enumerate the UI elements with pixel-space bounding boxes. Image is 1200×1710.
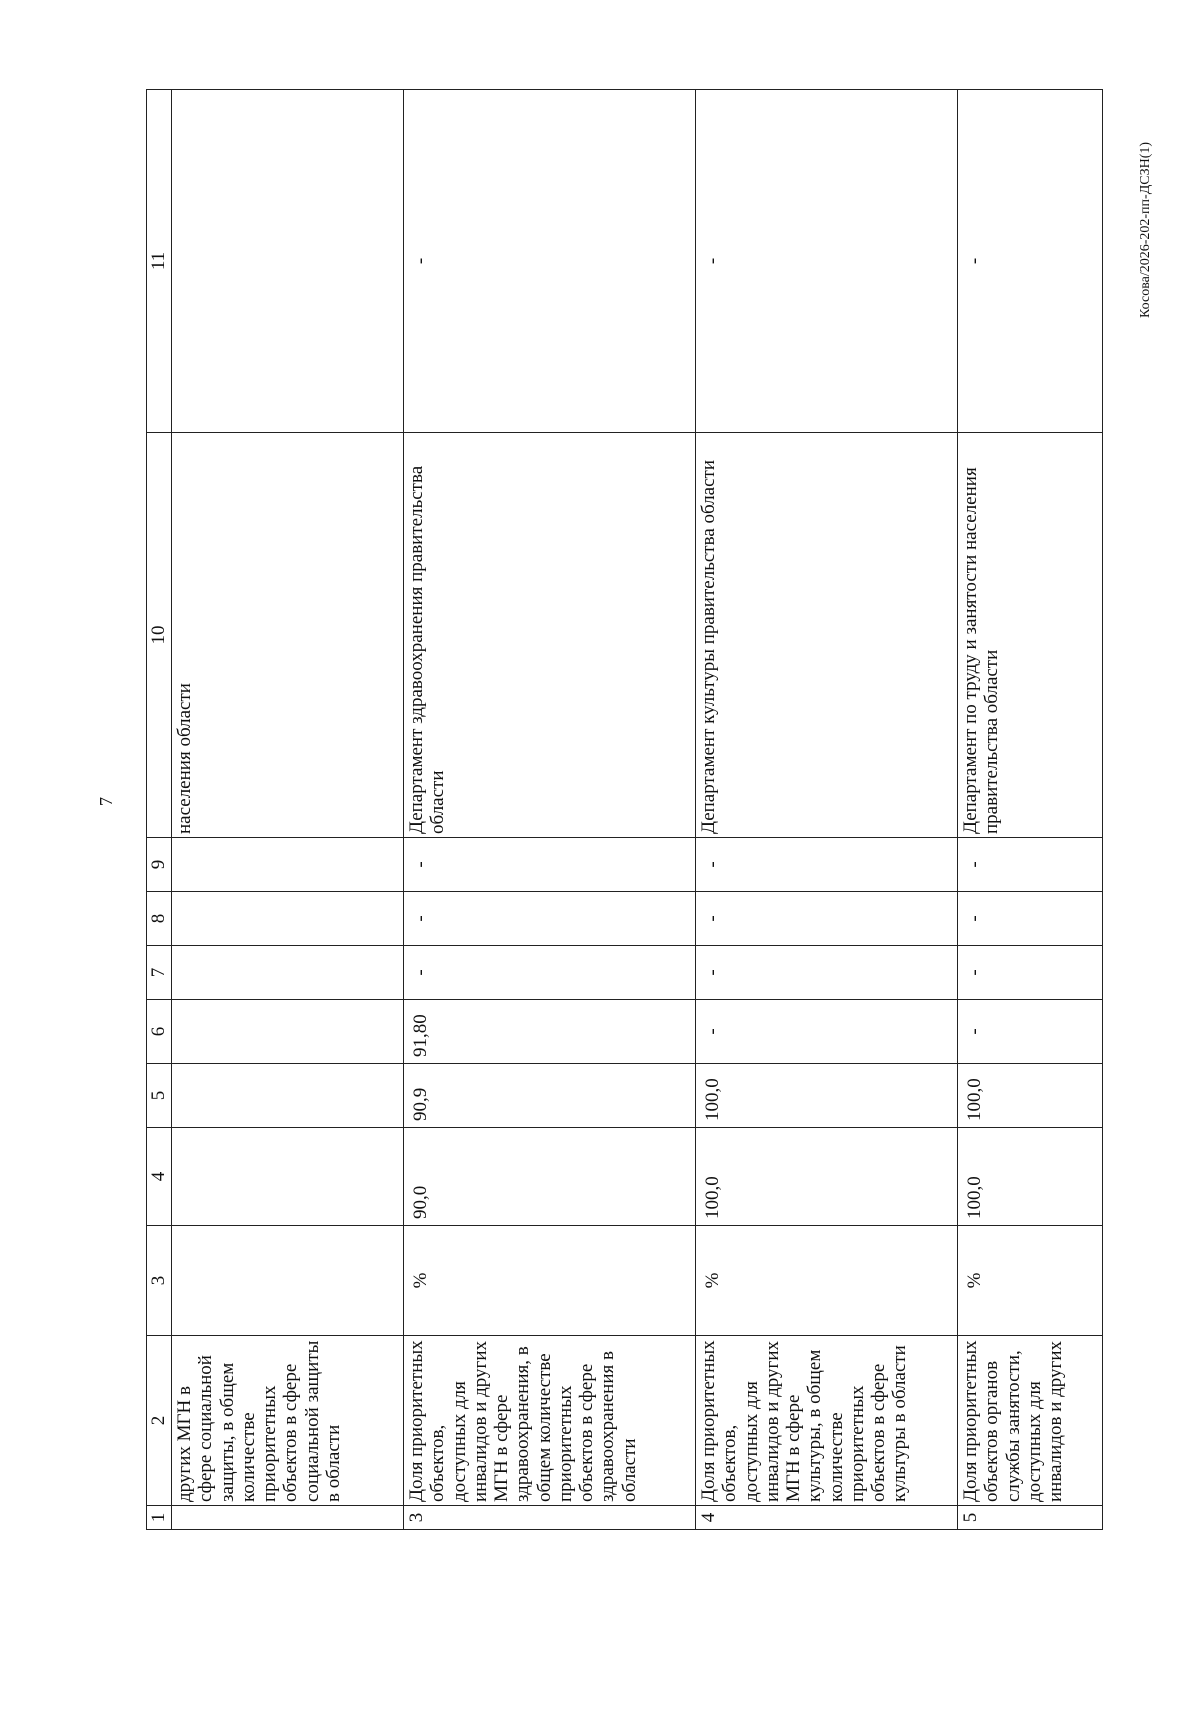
responsible-department: Департамент по труду и занятости населения правительства области xyxy=(958,433,1103,838)
indicator-name: Доля приоритетных объектов, доступных для инвалидов и других МГН в сфере культуры, в общем количестве приоритетных объектов в сфере культуры в области xyxy=(696,1336,958,1506)
value-cell: 100,0 xyxy=(958,1128,1103,1226)
indicator-name: Доля приоритетных объектов органов службы занятости, доступных для инвалидов и других xyxy=(958,1336,1103,1506)
value-cell xyxy=(172,892,404,946)
value-cell: - xyxy=(404,946,696,1000)
unit-cell xyxy=(172,1226,404,1336)
header-cell: 9 xyxy=(147,838,172,892)
indicator-name: Доля приоритетных объектов, доступных для инвалидов и других МГН в сфере здравоохранения, в общем количестве приоритетных объектов в сфере здравоохранения в области xyxy=(404,1336,696,1506)
row-number: 3 xyxy=(404,1506,696,1530)
table-row xyxy=(404,90,696,1530)
note-cell: - xyxy=(696,90,958,433)
header-cell: 7 xyxy=(147,946,172,1000)
value-cell: - xyxy=(958,838,1103,892)
header-cell: 11 xyxy=(147,90,172,433)
page-number: 7 xyxy=(96,797,116,806)
table-row xyxy=(958,90,1103,1530)
unit-cell: % xyxy=(696,1226,958,1336)
row-number: 4 xyxy=(696,1506,958,1530)
column-number-header-row xyxy=(147,90,172,1530)
note-cell: - xyxy=(958,90,1103,433)
value-cell: - xyxy=(958,1000,1103,1064)
value-cell xyxy=(172,838,404,892)
value-cell: 100,0 xyxy=(958,1064,1103,1128)
value-cell: - xyxy=(696,1000,958,1064)
note-cell xyxy=(172,90,404,433)
value-cell xyxy=(172,946,404,1000)
table-row xyxy=(696,90,958,1530)
indicator-name: других МГН в сфере социальной защиты, в общем количестве приоритетных объектов в сфере социальной защиты в области xyxy=(172,1336,404,1506)
table-row xyxy=(172,90,404,1530)
header-cell: 4 xyxy=(147,1128,172,1226)
value-cell: - xyxy=(404,838,696,892)
value-cell: - xyxy=(696,892,958,946)
value-cell: - xyxy=(958,892,1103,946)
value-cell xyxy=(172,1064,404,1128)
value-cell xyxy=(172,1128,404,1226)
header-cell: 10 xyxy=(147,433,172,838)
unit-cell: % xyxy=(404,1226,696,1336)
value-cell: 90,0 xyxy=(404,1128,696,1226)
value-cell: 100,0 xyxy=(696,1128,958,1226)
row-number: 5 xyxy=(958,1506,1103,1530)
unit-cell: % xyxy=(958,1226,1103,1336)
header-cell: 6 xyxy=(147,1000,172,1064)
header-cell: 5 xyxy=(147,1064,172,1128)
note-cell: - xyxy=(404,90,696,433)
header-cell: 1 xyxy=(147,1506,172,1530)
value-cell: - xyxy=(696,946,958,1000)
header-cell: 8 xyxy=(147,892,172,946)
value-cell: - xyxy=(404,892,696,946)
header-cell: 2 xyxy=(147,1336,172,1506)
indicators-table xyxy=(146,89,1103,1530)
value-cell xyxy=(172,1000,404,1064)
value-cell: 91,80 xyxy=(404,1000,696,1064)
row-number xyxy=(172,1506,404,1530)
responsible-department: Департамент здравоохранения правительства области xyxy=(404,433,696,838)
value-cell: - xyxy=(958,946,1103,1000)
value-cell: - xyxy=(696,838,958,892)
responsible-department: населения области xyxy=(172,433,404,838)
responsible-department: Департамент культуры правительства области xyxy=(696,433,958,838)
header-cell: 3 xyxy=(147,1226,172,1336)
rotated-table-container xyxy=(146,100,1101,1530)
value-cell: 90,9 xyxy=(404,1064,696,1128)
value-cell: 100,0 xyxy=(696,1064,958,1128)
document-footer-code: Косова/2026-202-пп-ДСЗН(1) xyxy=(1138,141,1153,318)
